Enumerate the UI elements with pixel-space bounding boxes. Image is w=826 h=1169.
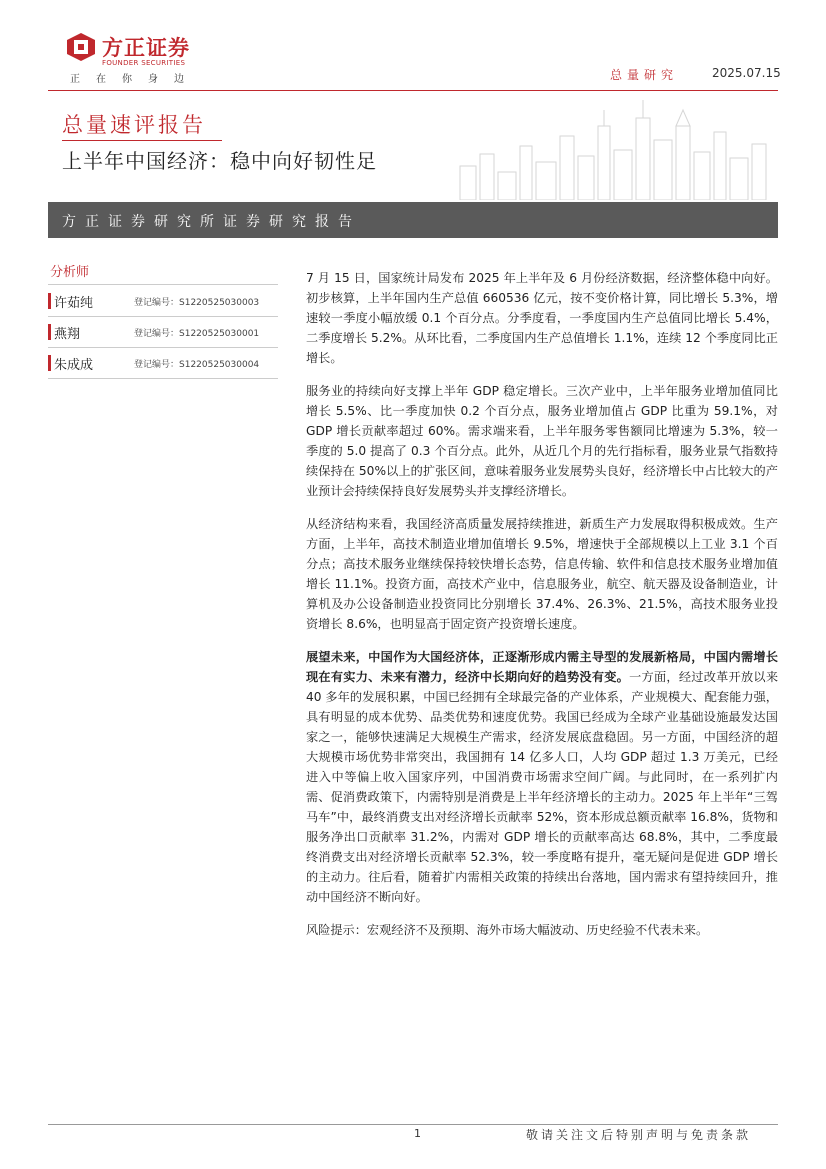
analyst-name: 燕翔: [54, 327, 81, 342]
slogan: 正在你身边: [70, 74, 200, 85]
disclaimer-notice: 敬请关注文后特别声明与免责条款: [526, 1128, 752, 1142]
analyst-marker: [48, 324, 51, 340]
analyst-item: [48, 292, 278, 314]
analyst-registration: 登记编号：S1220525030004: [134, 360, 260, 370]
outlook-text: 一方面，经过改革开放以来 40 多年的发展积累，中国已经拥有全球最完备的产业体系，产业规模大、配套能力强，具有明显的成本优势、品类优势和速度优势。我国已经成为全球产业基础设施最发达国家之一，能够快速满足大规模生产需求，经济发展底盘稳固。另一方面，中国经济的超大规模市场优势非常突出，我国拥有 14 亿多人口，人均 GDP 超过 1.3 万美元，已经进入中等偏上收入国家序列，中国消费市场需求空间广阔。与此同时，在一系列扩内需、促消费政策下，内需特别是消费是上半年经济增长的主动力。2025 年上半年“三驾马车”中，最终消费支出对经济增长贡献率 52%，资本形成总额贡献率 16.8%，货物和服务净出口贡献率 31.2%，内需对 GDP 增长的贡献率高达 68.8%，其中，二季度最终消费支出对经济增长贡献率 52.3%，较一季度略有提升，毫无疑问是促进 GDP 增长的主动力。往后看，随着扩内需相关政策的持续出台落地，国内需求有望持续回升，推动中国经济不断向好。: [306, 670, 779, 904]
paragraph-structure: 从经济结构来看，我国经济高质量发展持续推进，新质生产力发展取得积极成效。生产方面，上半年，高技术制造业增加值增长 9.5%，增速快于全部规模以上工业 3.1 个百分点；高技术服务业继续保持较快增长态势，信息传输、软件和信息技术服务业增加值增长 11.1%。投资方面，高技术产业中，信息服务业，航空、航天器及设备制造业，计算机及办公设备制造业投资同比分别增长 37.4%、26.3%、21.5%，高技术服务业投资增长 8.6%，也明显高于固定资产投资增长速度。: [306, 517, 778, 631]
analyst-item: [48, 354, 278, 376]
report-category: 总量研究: [610, 68, 679, 82]
footer-divider: [48, 1124, 778, 1125]
report-banner: [48, 202, 778, 238]
analyst-label: 分析师: [50, 265, 90, 280]
outlook-highlight: 展望未来，中国作为大国经济体，正逐渐形成内需主导型的发展新格局，中国内需增长现在有实力、未来有潜力，经济中长期向好的趋势没有变。: [306, 650, 778, 684]
analyst-registration: 登记编号：S1220525030001: [134, 329, 260, 339]
report-body: [306, 268, 778, 953]
analyst-name: 许茹纯: [54, 296, 94, 311]
page-number: 1: [414, 1127, 421, 1140]
analyst-registration: 登记编号：S1220525030003: [134, 298, 260, 308]
analyst-divider: [48, 378, 278, 379]
analyst-item: [48, 323, 278, 345]
paragraph-outlook: [306, 647, 778, 907]
city-skyline-graphic: [440, 96, 778, 200]
analyst-marker: [48, 355, 51, 371]
analyst-divider: [48, 347, 278, 348]
subtitle-underline: [62, 140, 222, 141]
report-date: 2025.07.15: [712, 66, 781, 80]
banner-text: 方正证券研究所证券研究报告: [62, 214, 361, 230]
company-name-cn: 方正证券: [102, 36, 190, 60]
analyst-divider: [48, 316, 278, 317]
company-name-en: FOUNDER SECURITIES: [102, 59, 186, 67]
analyst-divider: [48, 284, 278, 285]
logo-mark-icon: [66, 32, 96, 62]
risk-warning: 风险提示：宏观经济不及预期、海外市场大幅波动、历史经验不代表未来。: [306, 923, 709, 937]
paragraph-summary: 7 月 15 日，国家统计局发布 2025 年上半年及 6 月份经济数据，经济整体稳中向好。初步核算，上半年国内生产总值 660536 亿元，按不变价格计算，同比增长 5.3%，增速较一季度小幅放缓 0.1 个百分点。分季度看，一季度国内生产总值同比增长 5.4%，二季度增长 5.2%。从环比看，二季度国内生产总值增长 1.1%，连续 12 个季度同比正增长。: [306, 271, 778, 365]
analyst-name: 朱成成: [54, 358, 94, 373]
analyst-marker: [48, 293, 51, 309]
header-divider: [48, 90, 778, 91]
report-type-title: 总量速评报告: [62, 113, 206, 137]
page-title: 上半年中国经济：稳中向好韧性足: [62, 149, 377, 173]
paragraph-services: 服务业的持续向好支撑上半年 GDP 稳定增长。三次产业中，上半年服务业增加值同比增长 5.5%、比一季度加快 0.2 个百分点，服务业增加值占 GDP 比重为 59.1%，对 GDP 增长贡献率超过 60%。需求端来看，上半年服务零售额同比增速为 5.3%，较一季度的 5.0 提高了 0.3 个百分点。此外，从近几个月的先行指标看，服务业景气指数持续保持在 50%以上的扩张区间，意味着服务业发展势头良好，经济增长中占比较大的产业预计会持续保持良好发展势头并支撑经济增长。: [306, 384, 778, 498]
